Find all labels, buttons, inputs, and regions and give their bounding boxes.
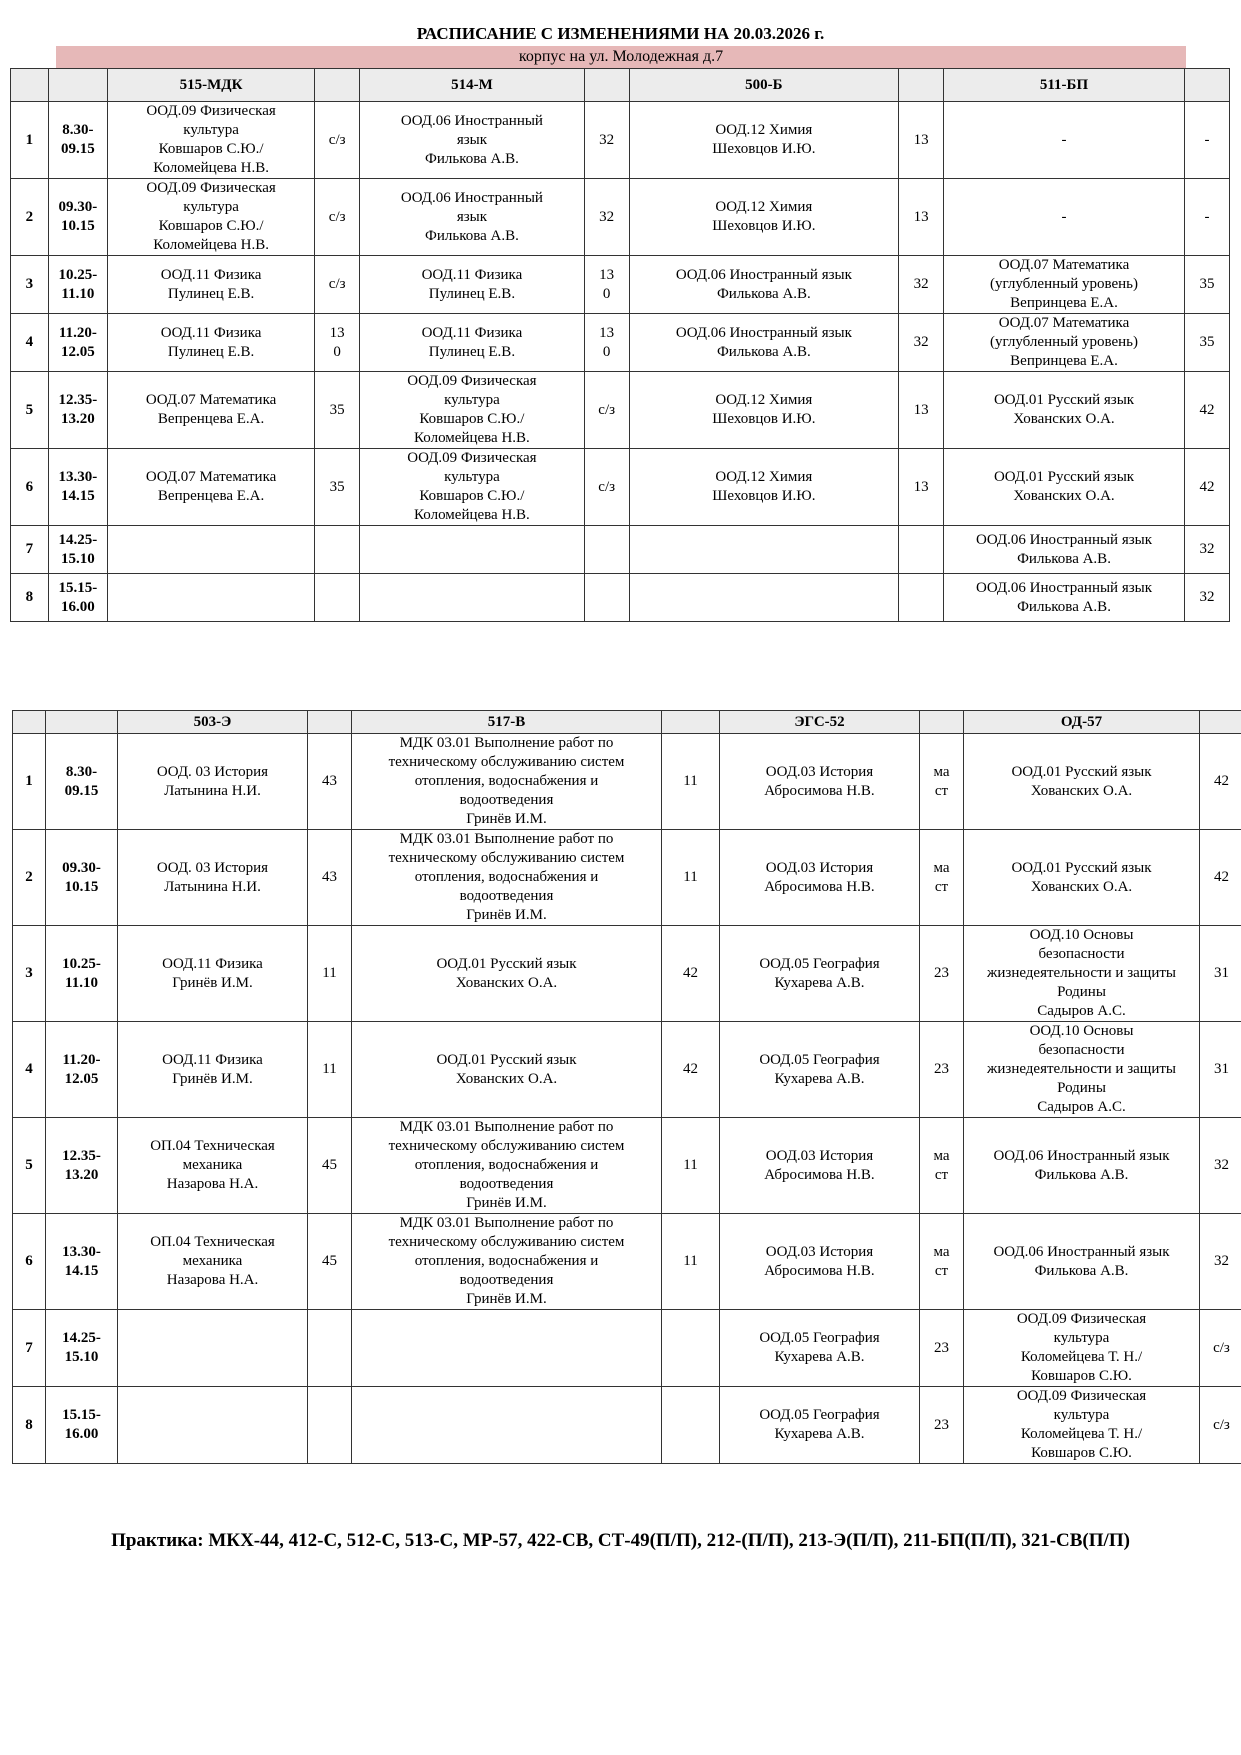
room-cell: - [1184, 102, 1229, 179]
room-cell [662, 1387, 720, 1464]
room-cell: 42 [662, 1022, 720, 1118]
subject-cell: ООД.11 Физика Пулинец Е.В. [107, 314, 314, 372]
subject-cell: ООД.06 Иностранный язык Филькова А.В. [629, 314, 899, 372]
subject-cell: ООД.09 Физическая культура Ковшаров С.Ю./ Коломейцева Н.В. [107, 102, 314, 179]
lesson-time: 10.25- 11.10 [46, 926, 118, 1022]
subject-cell: ООД.10 Основы безопасности жизнедеятельности и защиты Родины Садыров А.С. [964, 926, 1200, 1022]
lesson-number: 2 [13, 830, 46, 926]
lesson-number: 5 [11, 372, 49, 449]
subject-cell: ООД.06 Иностранный язык Филькова А.В. [964, 1214, 1200, 1310]
room-cell: 45 [308, 1214, 352, 1310]
lesson-number: 1 [11, 102, 49, 179]
room-cell [584, 574, 629, 622]
lesson-time: 09.30- 10.15 [46, 830, 118, 926]
room-cell: 32 [584, 179, 629, 256]
lesson-number: 1 [13, 734, 46, 830]
header-room [899, 69, 944, 102]
table-row [11, 372, 1230, 449]
lesson-number: 8 [11, 574, 49, 622]
table-1-header-row [11, 69, 1230, 102]
lesson-time: 12.35- 13.20 [46, 1118, 118, 1214]
subject-cell: ООД.11 Физика Пулинец Е.В. [107, 256, 314, 314]
subject-cell: ООД.05 География Кухарева А.В. [720, 1310, 920, 1387]
lesson-time: 15.15- 16.00 [46, 1387, 118, 1464]
subject-cell: МДК 03.01 Выполнение работ по техническому обслуживанию систем отопления, водоснабжения и водоотведения Гринёв И.М. [352, 734, 662, 830]
subject-cell: ООД.09 Физическая культура Коломейцева Т. Н./ Ковшаров С.Ю. [964, 1310, 1200, 1387]
subject-cell [629, 526, 899, 574]
room-cell: 32 [899, 314, 944, 372]
header-room [1200, 711, 1241, 734]
room-cell: ма ст [920, 830, 964, 926]
subject-cell [118, 1310, 308, 1387]
room-cell: 32 [1184, 574, 1229, 622]
table-row [13, 830, 1241, 926]
room-cell: 42 [1184, 449, 1229, 526]
subject-cell: ООД.09 Физическая культура Ковшаров С.Ю./ Коломейцева Н.В. [107, 179, 314, 256]
table-2-header-row [13, 711, 1241, 734]
subject-cell: ООД.06 Иностранный язык Филькова А.В. [360, 102, 585, 179]
subject-cell: ООД.09 Физическая культура Коломейцева Т. Н./ Ковшаров С.Ю. [964, 1387, 1200, 1464]
lesson-number: 6 [11, 449, 49, 526]
header-num [13, 711, 46, 734]
subject-cell: ООД.12 Химия Шеховцов И.Ю. [629, 449, 899, 526]
room-cell: 23 [920, 1310, 964, 1387]
room-cell: с/з [584, 372, 629, 449]
lesson-number: 4 [11, 314, 49, 372]
header-room [584, 69, 629, 102]
room-cell: 42 [662, 926, 720, 1022]
table-row [13, 1214, 1241, 1310]
subject-cell [629, 574, 899, 622]
room-cell: с/з [315, 179, 360, 256]
header-room [1184, 69, 1229, 102]
header-room [662, 711, 720, 734]
subject-cell: ООД.01 Русский язык Хованских О.А. [352, 926, 662, 1022]
header-room [920, 711, 964, 734]
room-cell: с/з [315, 256, 360, 314]
subject-cell: ООД. 03 История Латынина Н.И. [118, 734, 308, 830]
practice-note: Практика: МКХ-44, 412-С, 512-С, 513-С, МР-57, 422-СВ, СТ-49(П/П), 212-(П/П), 213-Э(П/П), 211-БП(П/П), 321-СВ(П/П) [111, 1530, 1130, 1551]
lesson-time: 11.20- 12.05 [48, 314, 107, 372]
table-row [13, 1310, 1241, 1387]
table-row [11, 574, 1230, 622]
schedule-table-2 [12, 710, 1241, 1464]
subject-cell: ООД.06 Иностранный язык Филькова А.В. [944, 574, 1185, 622]
room-cell: 31 [1200, 1022, 1241, 1118]
room-cell: 11 [308, 1022, 352, 1118]
lesson-time: 14.25- 15.10 [46, 1310, 118, 1387]
table-row [11, 449, 1230, 526]
subject-cell [118, 1387, 308, 1464]
room-cell: 13 [899, 372, 944, 449]
subject-cell: ООД.12 Химия Шеховцов И.Ю. [629, 372, 899, 449]
lesson-number: 3 [13, 926, 46, 1022]
room-cell: 13 0 [315, 314, 360, 372]
header-time [46, 711, 118, 734]
subject-cell: - [944, 102, 1185, 179]
room-cell [662, 1310, 720, 1387]
subject-cell: МДК 03.01 Выполнение работ по техническому обслуживанию систем отопления, водоснабжения и водоотведения Гринёв И.М. [352, 1118, 662, 1214]
subject-cell: ООД.11 Физика Пулинец Е.В. [360, 314, 585, 372]
lesson-number: 5 [13, 1118, 46, 1214]
room-cell: 11 [662, 734, 720, 830]
subject-cell: ООД.06 Иностранный язык Филькова А.В. [964, 1118, 1200, 1214]
group-header: ЭГС-52 [720, 711, 920, 734]
room-cell: с/з [1200, 1387, 1241, 1464]
lesson-time: 8.30- 09.15 [48, 102, 107, 179]
subject-cell: ООД.01 Русский язык Хованских О.А. [352, 1022, 662, 1118]
room-cell: 23 [920, 926, 964, 1022]
room-cell: 13 [899, 102, 944, 179]
subject-cell: ООД.07 Математика Вепренцева Е.А. [107, 372, 314, 449]
room-cell: 35 [1184, 256, 1229, 314]
subject-cell: ООД.06 Иностранный язык Филькова А.В. [360, 179, 585, 256]
room-cell: 11 [308, 926, 352, 1022]
lesson-number: 3 [11, 256, 49, 314]
header-num [11, 69, 49, 102]
lesson-time: 13.30- 14.15 [48, 449, 107, 526]
subject-cell: ООД.09 Физическая культура Ковшаров С.Ю./ Коломейцева Н.В. [360, 449, 585, 526]
room-cell: 45 [308, 1118, 352, 1214]
subject-cell: ООД.10 Основы безопасности жизнедеятельности и защиты Родины Садыров А.С. [964, 1022, 1200, 1118]
lesson-number: 7 [11, 526, 49, 574]
subject-cell [352, 1387, 662, 1464]
subject-cell: ООД.11 Физика Гринёв И.М. [118, 926, 308, 1022]
room-cell: 32 [1184, 526, 1229, 574]
schedule-table-1 [10, 68, 1230, 622]
lesson-time: 8.30- 09.15 [46, 734, 118, 830]
room-cell [584, 526, 629, 574]
header-room [315, 69, 360, 102]
subject-cell [360, 526, 585, 574]
lesson-time: 10.25- 11.10 [48, 256, 107, 314]
subject-cell [360, 574, 585, 622]
page-title: РАСПИСАНИЕ С ИЗМЕНЕНИЯМИ НА 20.03.2026 г. [416, 24, 825, 43]
group-header: 511-БП [944, 69, 1185, 102]
lesson-time: 12.35- 13.20 [48, 372, 107, 449]
subject-cell: ООД.01 Русский язык Хованских О.А. [964, 734, 1200, 830]
room-cell [308, 1387, 352, 1464]
subject-cell: ООД.11 Физика Гринёв И.М. [118, 1022, 308, 1118]
lesson-time: 13.30- 14.15 [46, 1214, 118, 1310]
subject-cell: ООД.01 Русский язык Хованских О.А. [944, 372, 1185, 449]
room-cell: 32 [1200, 1214, 1241, 1310]
room-cell [899, 574, 944, 622]
table-row [13, 1022, 1241, 1118]
table-row [11, 102, 1230, 179]
lesson-time: 14.25- 15.10 [48, 526, 107, 574]
subject-cell: ООД.03 История Абросимова Н.В. [720, 1214, 920, 1310]
room-cell: 23 [920, 1022, 964, 1118]
room-cell: 43 [308, 734, 352, 830]
table-row [11, 256, 1230, 314]
subject-cell: ООД.12 Химия Шеховцов И.Ю. [629, 179, 899, 256]
room-cell: 42 [1200, 734, 1241, 830]
room-cell: с/з [1200, 1310, 1241, 1387]
subject-cell: ООД.01 Русский язык Хованских О.А. [944, 449, 1185, 526]
subject-cell: ООД.12 Химия Шеховцов И.Ю. [629, 102, 899, 179]
subject-cell: ОП.04 Техническая механика Назарова Н.А. [118, 1214, 308, 1310]
table-row [11, 314, 1230, 372]
room-cell: 11 [662, 1214, 720, 1310]
room-cell: 35 [1184, 314, 1229, 372]
room-cell: 32 [1200, 1118, 1241, 1214]
room-cell [308, 1310, 352, 1387]
subject-cell: ООД.09 Физическая культура Ковшаров С.Ю./ Коломейцева Н.В. [360, 372, 585, 449]
lesson-number: 2 [11, 179, 49, 256]
room-cell: 11 [662, 1118, 720, 1214]
room-cell: с/з [315, 102, 360, 179]
subject-cell: ООД.03 История Абросимова Н.В. [720, 830, 920, 926]
subject-cell: МДК 03.01 Выполнение работ по техническому обслуживанию систем отопления, водоснабжения и водоотведения Гринёв И.М. [352, 1214, 662, 1310]
room-cell: - [1184, 179, 1229, 256]
subject-cell: ООД.07 Математика (углубленный уровень) Вепринцева Е.А. [944, 256, 1185, 314]
subject-cell: МДК 03.01 Выполнение работ по техническому обслуживанию систем отопления, водоснабжения и водоотведения Гринёв И.М. [352, 830, 662, 926]
room-cell: 32 [899, 256, 944, 314]
room-cell: 32 [584, 102, 629, 179]
room-cell: 42 [1200, 830, 1241, 926]
group-header: 515-МДК [107, 69, 314, 102]
lesson-number: 7 [13, 1310, 46, 1387]
room-cell: 13 0 [584, 314, 629, 372]
room-cell: 35 [315, 449, 360, 526]
subject-cell: ООД.03 История Абросимова Н.В. [720, 1118, 920, 1214]
room-cell: 13 0 [584, 256, 629, 314]
room-cell [899, 526, 944, 574]
lesson-time: 15.15- 16.00 [48, 574, 107, 622]
subject-cell: ОП.04 Техническая механика Назарова Н.А. [118, 1118, 308, 1214]
room-cell: ма ст [920, 1214, 964, 1310]
room-cell: 31 [1200, 926, 1241, 1022]
room-cell: 13 [899, 449, 944, 526]
subject-cell: - [944, 179, 1185, 256]
group-header: 500-Б [629, 69, 899, 102]
subject-cell: ООД.01 Русский язык Хованских О.А. [964, 830, 1200, 926]
subject-cell [107, 526, 314, 574]
group-header: 514-М [360, 69, 585, 102]
room-cell: ма ст [920, 734, 964, 830]
subject-cell: ООД.05 География Кухарева А.В. [720, 926, 920, 1022]
room-cell: 23 [920, 1387, 964, 1464]
room-cell [315, 574, 360, 622]
header-room [308, 711, 352, 734]
table-row [13, 734, 1241, 830]
room-cell: 35 [315, 372, 360, 449]
subject-cell: ООД. 03 История Латынина Н.И. [118, 830, 308, 926]
room-cell: 42 [1184, 372, 1229, 449]
subject-cell [107, 574, 314, 622]
group-header: 517-В [352, 711, 662, 734]
room-cell: 43 [308, 830, 352, 926]
table-row [13, 1118, 1241, 1214]
group-header: ОД-57 [964, 711, 1200, 734]
group-header: 503-Э [118, 711, 308, 734]
lesson-time: 09.30- 10.15 [48, 179, 107, 256]
header-time [48, 69, 107, 102]
table-row [13, 1387, 1241, 1464]
lesson-number: 6 [13, 1214, 46, 1310]
subject-cell: ООД.05 География Кухарева А.В. [720, 1022, 920, 1118]
lesson-number: 4 [13, 1022, 46, 1118]
subject-cell: ООД.06 Иностранный язык Филькова А.В. [629, 256, 899, 314]
room-cell: 11 [662, 830, 720, 926]
table-row [13, 926, 1241, 1022]
room-cell [315, 526, 360, 574]
subject-cell: ООД.07 Математика (углубленный уровень) Вепринцева Е.А. [944, 314, 1185, 372]
table-row [11, 526, 1230, 574]
lesson-number: 8 [13, 1387, 46, 1464]
room-cell: ма ст [920, 1118, 964, 1214]
subject-cell: ООД.05 География Кухарева А.В. [720, 1387, 920, 1464]
subject-cell: ООД.03 История Абросимова Н.В. [720, 734, 920, 830]
table-row [11, 179, 1230, 256]
subject-cell: ООД.07 Математика Вепренцева Е.А. [107, 449, 314, 526]
room-cell: 13 [899, 179, 944, 256]
subject-cell [352, 1310, 662, 1387]
subject-cell: ООД.06 Иностранный язык Филькова А.В. [944, 526, 1185, 574]
subject-cell: ООД.11 Физика Пулинец Е.В. [360, 256, 585, 314]
building-subtitle: корпус на ул. Молодежная д.7 [56, 46, 1186, 68]
lesson-time: 11.20- 12.05 [46, 1022, 118, 1118]
room-cell: с/з [584, 449, 629, 526]
